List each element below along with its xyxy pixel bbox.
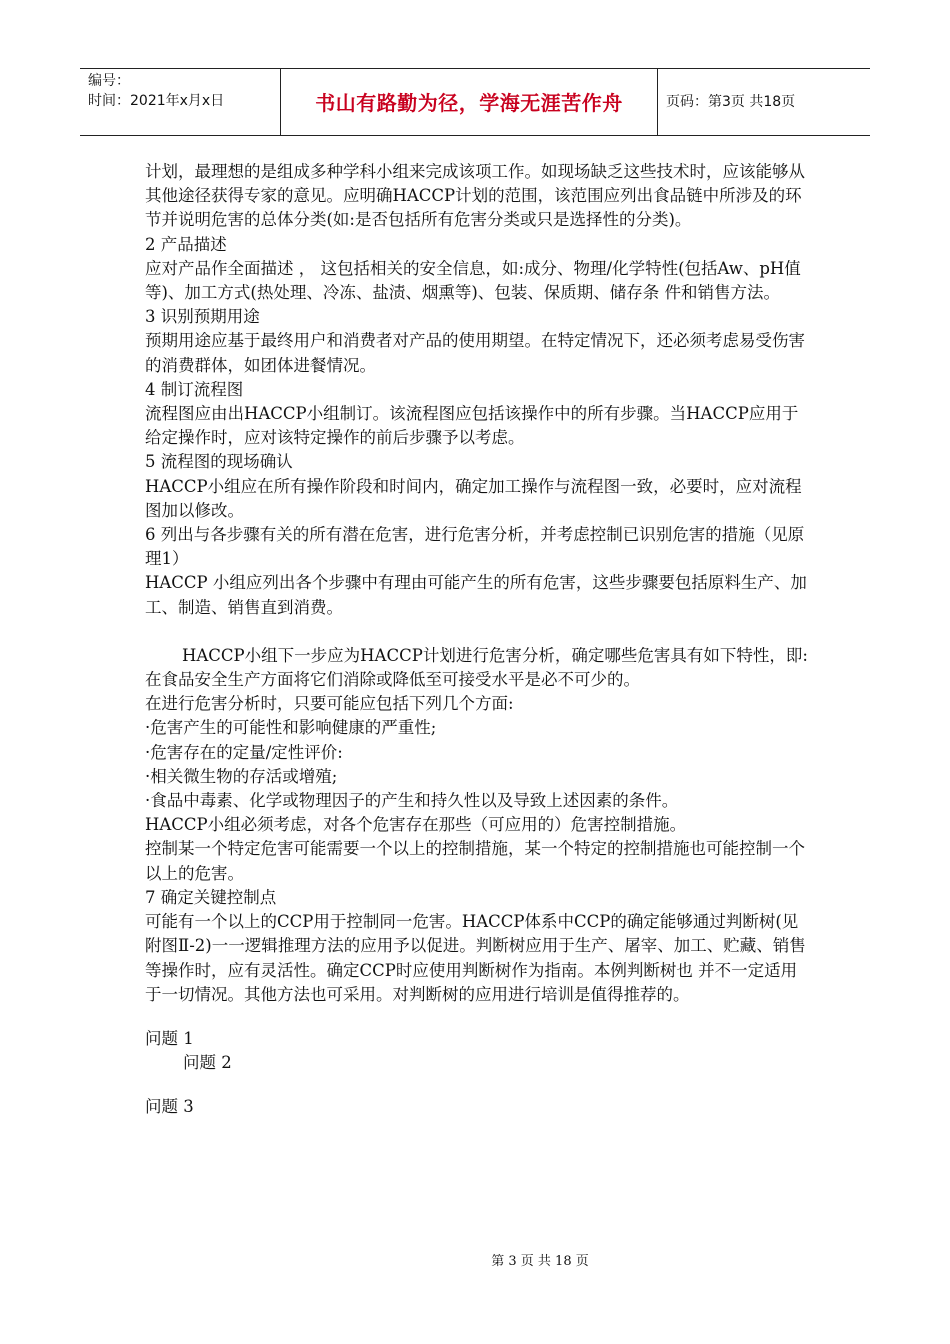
paragraph: HACCP小组应在所有操作阶段和时间内，确定加工操作与流程图一致，必要时，应对流程图加以修改。 [145,476,802,520]
section-heading: 2 产品描述 [145,234,227,254]
section-heading: 6 列出与各步骤有关的所有潜在危害，进行危害分析，并考虑控制已识别危害的措施（见原理1） [145,525,805,569]
bullet-item: ·食品中毒素、化学或物理因子的产生和持久性以及导致上述因素的条件。 [145,791,679,811]
header-divider [280,69,281,135]
paragraph: HACCP小组必须考虑，对各个危害存在那些（可应用的）危害控制措施。 [145,815,687,835]
bullet-item: ·危害产生的可能性和影响健康的严重性; [145,718,437,738]
paragraph: HACCP 小组应列出各个步骤中有理由可能产生的所有危害，这些步骤要包括原料生产、加工、制造、销售直到消费。 [145,573,807,617]
header-meta [88,71,278,111]
page-header [80,68,870,136]
header-divider [657,69,658,135]
question-label: 问题 2 [183,1053,232,1073]
paragraph: 控制某一个特定危害可能需要一个以上的控制措施，某一个特定的控制措施也可能控制一个以上的危害。 [145,839,805,883]
question-label: 问题 1 [145,1028,194,1048]
section-heading: 7 确定关键控制点 [145,887,277,907]
paragraph: 流程图应由出HACCP小组制订。该流程图应包括该操作中的所有步骤。当HACCP应用于给定操作时，应对该特定操作的前后步骤予以考虑。 [145,404,799,448]
page-footer: 第 3 页 共 18 页 [491,1254,589,1269]
header-motto: 书山有路勤为径，学海无涯苦作舟 [315,91,623,115]
document-body [145,160,813,1120]
paragraph: 在进行危害分析时，只要可能应包括下列几个方面: [145,694,514,714]
header-page-number: 页码：第3页 共18页 [666,94,796,110]
section-heading: 3 识别预期用途 [145,307,260,327]
paragraph: HACCP小组下一步应为HACCP计划进行危害分析，确定哪些危害具有如下特性，即:在食品安全生产方面将它们消除或降低至可接受水平是必不可少的。 [145,645,808,690]
question-label: 问题 3 [145,1097,194,1117]
section-heading: 5 流程图的现场确认 [145,452,293,472]
bullet-item: ·危害存在的定量/定性评价: [145,742,343,762]
date-label: 时间：2021年x月x日 [88,93,225,109]
code-label: 编号： [88,73,130,89]
paragraph: 应对产品作全面描述 ， 这包括相关的安全信息，如:成分、物理/化学特性(包括Aw、pH值等)、加工方式(热处理、冷冻、盐渍、烟熏等)、包装、保质期、储存条 件和销售方法。 [145,258,801,303]
paragraph: 预期用途应基于最终用户和消费者对产品的使用期望。在特定情况下，还必须考虑易受伤害的消费群体，如团体进餐情况。 [145,331,805,375]
section-heading: 4 制订流程图 [145,379,244,399]
paragraph: 可能有一个以上的CCP用于控制同一危害。HACCP体系中CCP的确定能够通过判断树(见附图Ⅱ-2)一一逻辑推理方法的应用予以促进。判断树应用于生产、屠宰、加工、贮藏、销售等操作时，应有灵活性。确定CCP时应使用判断树作为指南。本例判断树也 并不一定适用于一切情况。其他方法也可采用。对判断树的应用进行培训是值得推荐的。 [145,912,806,1004]
bullet-item: ·相关微生物的存活或增殖; [145,766,338,786]
paragraph: 计划，最理想的是组成多种学科小组来完成该项工作。如现场缺乏这些技术时，应该能够从其他途径获得专家的意见。应明确HACCP计划的范围，该范围应列出食品链中所涉及的环节并说明危害的总体分类(如:是否包括所有危害分类或只是选择性的分类)。 [145,162,805,230]
